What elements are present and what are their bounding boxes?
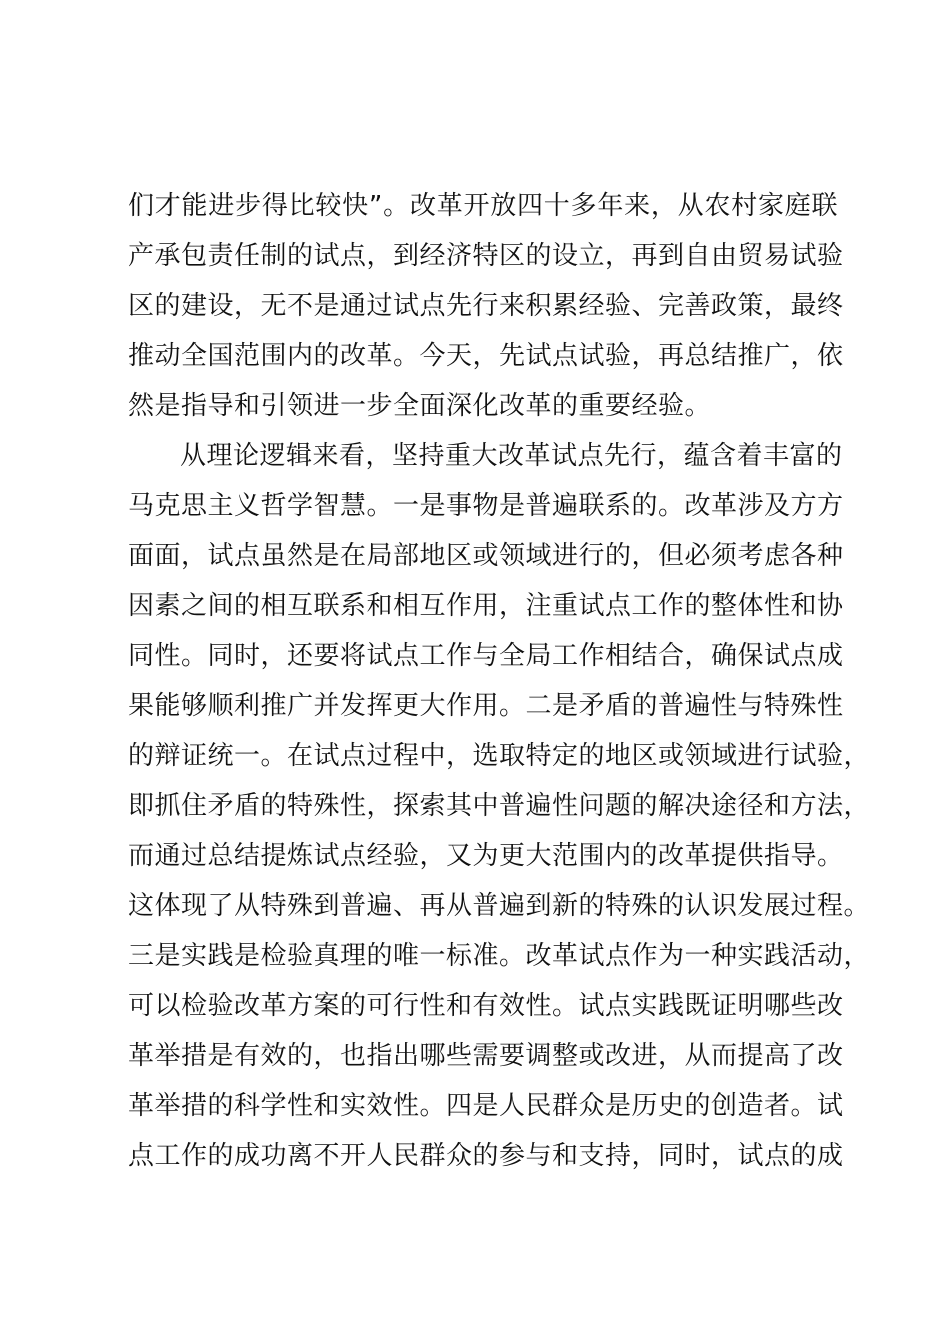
text-line: 三是实践是检验真理的唯一标准。改革试点作为一种实践活动， xyxy=(128,941,871,971)
text-line: 推动全国范围内的改革。今天，先试点试验，再总结推广，依 xyxy=(128,341,844,371)
text-line: 从理论逻辑来看，坚持重大改革试点先行，蕴含着丰富的 xyxy=(180,441,843,471)
text-line: 的辩证统一。在试点过程中，选取特定的地区或领域进行试验， xyxy=(128,741,871,771)
document-body xyxy=(128,181,871,1181)
text-line: 革举措是有效的，也指出哪些需要调整或改进，从而提高了改 xyxy=(128,1041,844,1071)
text-line: 可以检验改革方案的可行性和有效性。试点实践既证明哪些改 xyxy=(128,991,844,1021)
text-line: 革举措的科学性和实效性。四是人民群众是历史的创造者。试 xyxy=(128,1091,844,1121)
text-line: 果能够顺利推广并发挥更大作用。二是矛盾的普遍性与特殊性 xyxy=(128,691,844,721)
paragraph-1 xyxy=(128,181,844,431)
text-line: 然是指导和引领进一步全面深化改革的重要经验。 xyxy=(128,391,712,421)
text-line: 们才能进步得比较快”。改革开放四十多年来，从农村家庭联 xyxy=(128,191,838,221)
text-line: 区的建设，无不是通过试点先行来积累经验、完善政策，最终 xyxy=(128,291,844,321)
text-line: 而通过总结提炼试点经验，又为更大范围内的改革提供指导。 xyxy=(128,841,844,871)
text-line: 马克思主义哲学智慧。一是事物是普遍联系的。改革涉及方方 xyxy=(128,491,844,521)
text-line: 这体现了从特殊到普遍、再从普遍到新的特殊的认识发展过程。 xyxy=(128,891,871,921)
text-line: 即抓住矛盾的特殊性，探索其中普遍性问题的解决途径和方法， xyxy=(128,791,871,821)
text-line: 同性。同时，还要将试点工作与全局工作相结合，确保试点成 xyxy=(128,641,844,671)
text-line: 因素之间的相互联系和相互作用，注重试点工作的整体性和协 xyxy=(128,591,844,621)
text-line: 产承包责任制的试点，到经济特区的设立，再到自由贸易试验 xyxy=(128,241,844,271)
text-line: 面面，试点虽然是在局部地区或领域进行的，但必须考虑各种 xyxy=(128,541,844,571)
text-line: 点工作的成功离不开人民群众的参与和支持，同时，试点的成 xyxy=(128,1141,844,1171)
paragraph-2 xyxy=(128,431,871,1181)
